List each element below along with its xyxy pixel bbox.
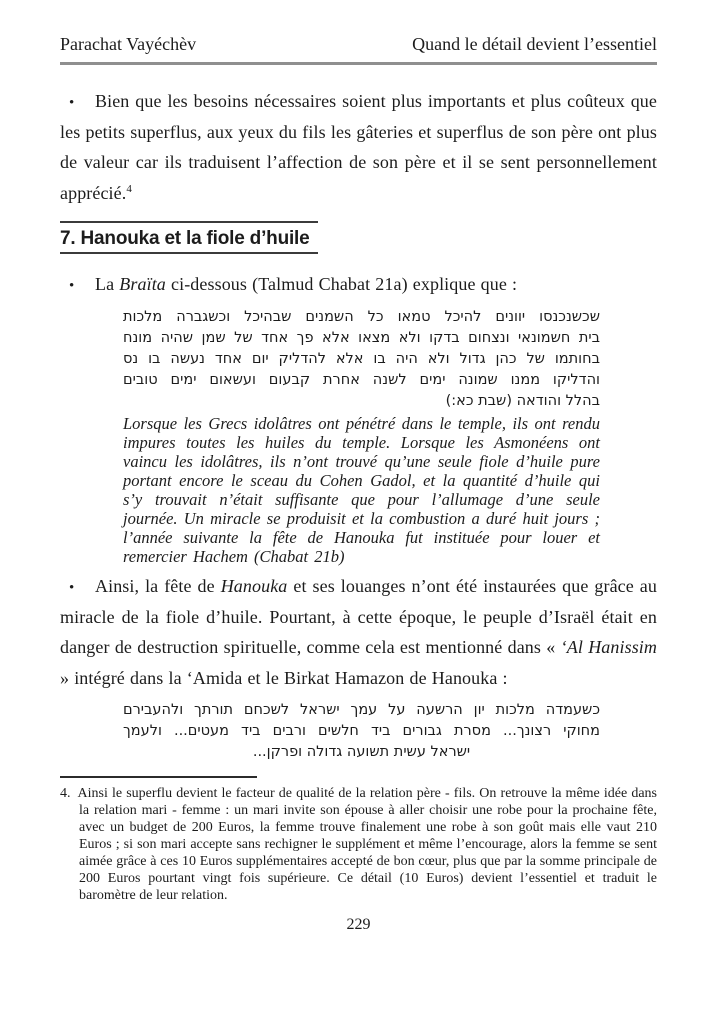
hebrew-quote-2 [123, 700, 600, 763]
page-header [60, 34, 657, 65]
footnote-text: Ainsi le superflu devient le facteur de qualité de la relation père - fils. On retrouve la même idée dans la relation mari - femme : un mari invite son épouse à aller choisir une robe pour la prochaine fête, avec un budget de 200 Euros, la femme trouve finalement une robe à son goût mais elle vaut 210 Euros ; si son mari accepte sans rechigner le supplément et même l’encourage, alors la femme se sent aimée grâce à ces 10 Euros supplémentaires accepté de bon cœur, plus que par la somme principale de 200 Euros pourtant vingt fois supérieure. Ce détail (10 Euros) devient l’essentiel et traduit le baromètre de leur relation. [77, 786, 657, 904]
paragraph-2-lead: La [95, 274, 120, 295]
hebrew-quote-line: בית חשמונאי ונצחום בדקו ולא מצאו אלא פך אחד של שמן שהיה מונח [123, 329, 600, 346]
paragraph-3-part1: Ainsi, la fête de [95, 575, 221, 596]
hebrew-quote-line: ישראל עשית תשועה גדולה ופרקן... [252, 744, 471, 761]
paragraph-3 [60, 571, 657, 693]
paragraph-1-text: Bien que les besoins nécessaires soient plus importants et plus coûteux que les petits superflus, aux yeux du fils les gâteries et superflus de son père ont plus de valeur car ils traduisent l’affection de son père et il se sent personnellement apprécié. [60, 91, 657, 203]
paragraph-1 [60, 86, 657, 208]
footnote-4 [60, 785, 657, 904]
hebrew-quote-line: בהלל והודאה (שבת כא:) [445, 392, 600, 409]
hanouka-italic: Hanouka [220, 575, 288, 596]
hebrew-quote-line: מחוקי רצונך... מסרת גבורים ביד חלשים ורבים ביד מעטים... ולעמך [123, 723, 600, 740]
header-right-title: Quand le détail devient l’essentiel [412, 34, 657, 54]
paragraph-2 [60, 269, 657, 300]
bullet-icon: • [69, 278, 75, 295]
hebrew-quote-line: כשעמדה מלכות יון הרשעה על עמך ישראל לשכחם תורתך ולהעבירם [123, 702, 600, 719]
section-heading-wrap [60, 221, 657, 254]
french-translation-text: Lorsque les Grecs idolâtres ont pénétré dans le temple, ils ont rendu impures toutes les huiles du temple. Lorsque les Asmonéens ont vaincu les idolâtres, ils n’ont trouvé qu’une seule fiole d’huile pure portant encore le sceau du Cohen Gadol, et la quantité d’huile qui s’y trouvait n’était suffisante que pour l’allumage d’une seule journée. Un miracle se produisit et la combustion a duré huit jours ; l’année suivante la fête de Hanouka fut instituée pour louer et remercier Hachem (Chabat 21b) [123, 413, 600, 566]
hebrew-quote-line: שכשנכנסו יוונים להיכל טמאו כל השמנים שבהיכל וכשגברה מלכות [123, 308, 600, 325]
footnote-reference: 4 [126, 182, 132, 195]
hebrew-quote-line: בחותמו של כהן גדול ולא היה בו אלא להדליק יום אחד נעשה בו נס [123, 350, 600, 367]
bullet-icon: • [69, 95, 75, 111]
section-heading: 7. Hanouka et la fiole d’huile [60, 221, 318, 254]
hebrew-quote-line: והדליקו ממנו שמונה ימים לשנה אחרת קבעום ועשאום ימים טובים [123, 371, 600, 388]
braita-italic: Braïta [119, 274, 166, 295]
al-hanissim-italic: ‘Al Hanissim [560, 637, 657, 658]
footnote-separator [60, 776, 257, 778]
header-left-title: Parachat Vayéchèv [60, 34, 197, 54]
paragraph-3-part3: » intégré dans la ‘Amida et le Birkat Hamazon de Hanouka : [60, 667, 508, 688]
paragraph-2-rest: ci-dessous (Talmud Chabat 21a) explique que : [165, 274, 518, 295]
footnote-number: 4. [60, 786, 71, 802]
bullet-icon: • [69, 579, 75, 596]
french-translation-block [123, 414, 600, 566]
paragraph-3-part2: et ses louanges n’ont été instaurées que grâce au miracle de la fiole d’huile. Pourtant, à cette époque, le peuple d’Israël était en danger de destruction spirituelle, comme cela est mentionné dans « [60, 575, 657, 658]
page-number: 229 [346, 916, 371, 934]
hebrew-quote-1 [123, 307, 600, 412]
